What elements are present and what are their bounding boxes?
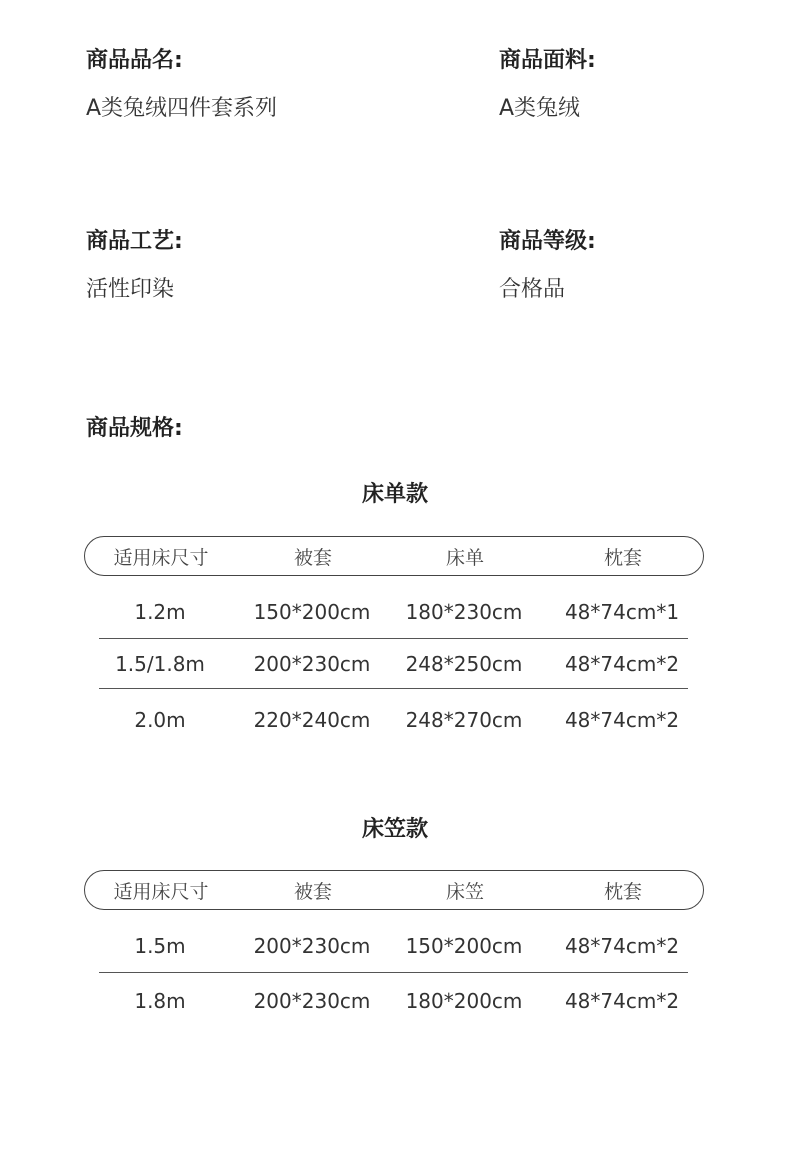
table-cell: 48*74cm*1 <box>564 599 680 624</box>
header-cell: 适用床尺寸 <box>113 546 209 569</box>
info-label: 商品面料: <box>499 48 596 73</box>
table-cell: 200*230cm <box>253 988 371 1013</box>
info-label: 商品等级: <box>499 229 596 254</box>
info-value: A类兔绒 <box>499 96 581 121</box>
table-cell: 2.0m <box>134 708 186 732</box>
info-value: A类兔绒四件套系列 <box>86 96 278 121</box>
header-cell: 枕套 <box>603 880 642 903</box>
info-value: 活性印染 <box>86 277 175 302</box>
table-cell: 200*230cm <box>253 652 371 676</box>
table-row <box>84 973 704 1028</box>
table-cell: 1.5/1.8m <box>115 652 205 676</box>
header-cell: 被套 <box>293 546 332 569</box>
spec-table-sheet <box>84 536 704 751</box>
table-cell: 1.8m <box>134 988 186 1013</box>
table-header <box>84 870 704 910</box>
table-cell: 48*74cm*2 <box>564 933 680 958</box>
header-cell: 床笠 <box>445 880 484 903</box>
table-header <box>84 536 704 576</box>
info-label: 商品工艺: <box>86 229 183 254</box>
table-cell: 48*74cm*2 <box>564 988 680 1013</box>
info-product-fabric <box>499 48 596 122</box>
header-cell: 被套 <box>293 880 332 903</box>
table-cell: 150*200cm <box>253 599 371 624</box>
table-cell: 1.5m <box>134 933 186 958</box>
table-cell: 248*250cm <box>405 652 523 676</box>
table-cell: 180*230cm <box>405 599 523 624</box>
info-product-grade <box>499 229 596 303</box>
table-row <box>84 639 704 689</box>
table-row <box>84 918 704 973</box>
table-cell: 150*200cm <box>405 933 523 958</box>
table-cell: 1.2m <box>134 599 186 624</box>
table-cell: 248*270cm <box>405 708 523 732</box>
table-cell: 48*74cm*2 <box>564 708 680 732</box>
info-value: 合格品 <box>499 277 566 302</box>
table-cell: 180*200cm <box>405 988 523 1013</box>
info-product-craft <box>86 229 183 303</box>
header-cell: 枕套 <box>603 546 642 569</box>
table-row <box>84 689 704 751</box>
header-cell: 适用床尺寸 <box>113 880 209 903</box>
spec-label: 商品规格: <box>86 416 183 441</box>
table-title-fitted: 床笠款 <box>361 817 428 842</box>
table-cell: 48*74cm*2 <box>564 652 680 676</box>
info-product-name <box>86 48 277 122</box>
table-title-sheet: 床单款 <box>361 482 428 507</box>
spec-table-fitted <box>84 870 704 1028</box>
table-row <box>84 584 704 639</box>
spec-heading <box>86 416 183 442</box>
info-label: 商品品名: <box>86 48 183 73</box>
header-cell: 床单 <box>445 546 484 569</box>
table-cell: 200*230cm <box>253 933 371 958</box>
table-cell: 220*240cm <box>253 708 371 732</box>
